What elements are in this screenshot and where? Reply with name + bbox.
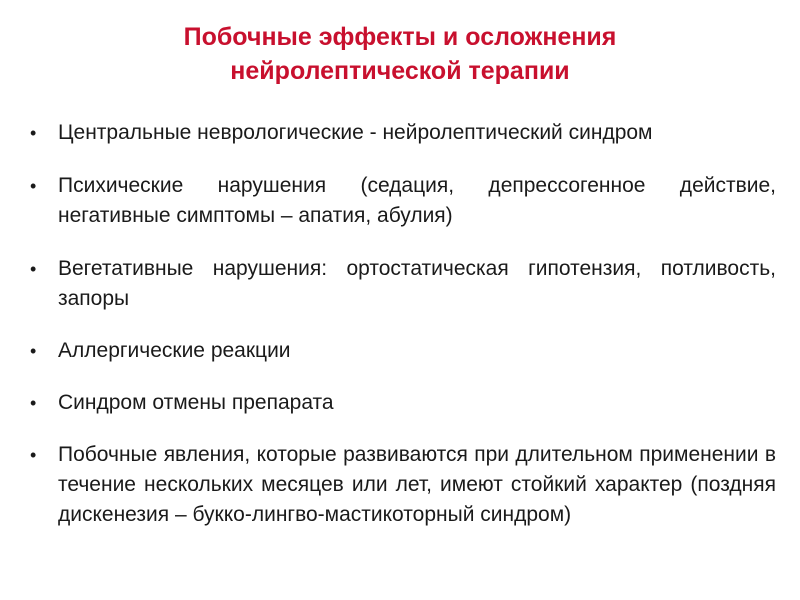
- list-item: [30, 171, 776, 231]
- slide-title: [0, 20, 800, 88]
- bullet-icon: •: [30, 341, 37, 361]
- bullet-icon: •: [30, 176, 37, 196]
- list-item-text: Вегетативные нарушения: ортостатическая гипотензия, потливость, запоры: [58, 257, 776, 310]
- slide-title-line-2: нейролептической терапии: [230, 57, 570, 85]
- bullet-icon: •: [30, 259, 37, 279]
- list-item-text: Психические нарушения (седация, депрессогенное действие, негативные симптомы – апатия, абулия): [58, 174, 776, 227]
- list-item-text: Побочные явления, которые развиваются при длительном применении в течение нескольких месяцев или лет, имеют стойкий характер (поздняя дискенезия – букко-лингво-мастикоторный синдром): [58, 443, 776, 526]
- slide-title-line-1: Побочные эффекты и осложнения: [183, 23, 617, 51]
- list-item-text: Центральные неврологические - нейролептический синдром: [58, 121, 653, 144]
- bullet-icon: •: [30, 123, 37, 143]
- bullet-list: [30, 118, 776, 553]
- bullet-icon: •: [30, 393, 37, 413]
- list-item: [30, 118, 776, 148]
- list-item: [30, 440, 776, 530]
- list-item: [30, 388, 776, 418]
- list-item: [30, 336, 776, 366]
- list-item-text: Синдром отмены препарата: [58, 391, 334, 414]
- list-item: [30, 254, 776, 314]
- list-item-text: Аллергические реакции: [58, 339, 291, 362]
- bullet-icon: •: [30, 445, 37, 465]
